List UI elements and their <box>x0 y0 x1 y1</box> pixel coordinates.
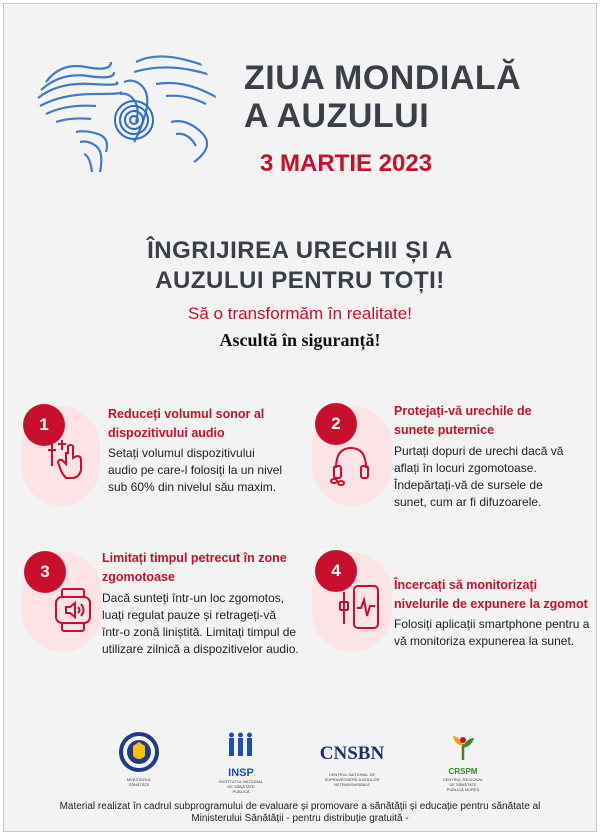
tip-4-text-line: vă monitoriza expunerea la sunet. <box>394 634 575 648</box>
tip-3-number: 3 <box>24 551 66 593</box>
headphones-icon <box>328 440 374 486</box>
tip-1-text <box>108 445 282 496</box>
tip-4-number: 4 <box>315 550 357 592</box>
logo-caption-line: INSTITUTUL NAȚIONAL <box>218 779 264 784</box>
logo-caption-line: DE SĂNĂTATE <box>227 784 255 789</box>
logo-3-caption <box>310 772 394 787</box>
tip-3-text-line: luați regulat pauze și retrageți-vă <box>102 608 277 622</box>
event-date: 3 MARTIE 2023 <box>260 150 433 177</box>
main-title <box>244 59 521 135</box>
logo-caption-line: NETRANSMISIBILE <box>333 782 370 787</box>
tip-3-title <box>102 549 287 587</box>
logo-caption-line: CENTRUL REGIONAL <box>442 777 484 782</box>
tip-3-title-line-1: Limitați timpul petrecut în zone <box>102 551 287 565</box>
crspm-plant-icon <box>448 732 478 762</box>
tip-4-text <box>394 616 589 650</box>
tip-2-title-line-2: sunete puternice <box>394 423 495 437</box>
globe-sound-waves-icon <box>16 22 236 212</box>
smartwatch-icon <box>50 587 96 633</box>
logo-caption-line: PUBLICĂ <box>232 789 250 794</box>
tip-2-text-line: sunet, cum ar fi difuzoarele. <box>394 495 542 509</box>
tip-3-text-line: Dacă sunteți într-un loc zgomotos, <box>102 591 285 605</box>
tip-2-text-line: aflați în locuri zgomotoase. <box>394 461 537 475</box>
tip-2-title-line-1: Protejați-vă urechile de <box>394 404 532 418</box>
phone-monitor-icon <box>338 584 384 630</box>
logo-insp <box>206 732 276 794</box>
crspm-wordmark: CRSPM <box>448 767 478 776</box>
tip-1-title-line-2: dispozitivului audio <box>108 426 225 440</box>
tip-3-text-line: într-o zonă liniștită. Limitați timpul de <box>102 625 297 639</box>
tip-3-text-line: utilizare zilnică a dispozitivelor audio. <box>102 642 299 656</box>
tip-2-text-line: Îndepărtați-vă de sursele de <box>394 478 543 492</box>
logo-crspm <box>428 732 498 792</box>
insp-people-icon <box>221 732 261 762</box>
logo-2-caption <box>206 779 276 794</box>
tip-4-text-line: Folosiți aplicații smartphone pentru a <box>394 617 590 631</box>
finger-slider-icon <box>46 436 92 482</box>
cnsbn-wordmark: CNSBN <box>319 743 385 764</box>
logo-caption-line: MINISTERUL <box>126 777 152 782</box>
tip-1-title-line-1: Reduceți volumul sonor al <box>108 407 265 421</box>
logo-caption-line: DE SĂNĂTATE <box>449 782 477 787</box>
tip-1-text-line: Setați volumul dispozitivului <box>108 446 255 460</box>
headline-line-1: ÎNGRIJIREA URECHII ȘI A <box>147 237 453 264</box>
tip-1-text-line: sub 60% din nivelul său maxim. <box>108 480 277 494</box>
tip-1-text-line: audio pe care-l folosiți la un nivel <box>108 463 283 477</box>
tip-4-title-line-1: Încercați să monitorizați <box>394 578 538 592</box>
headline-line-2: AUZULUI PENTRU TOȚI! <box>155 267 445 294</box>
logo-ministry-of-health <box>104 732 174 787</box>
subtitle: Să o transformăm în realitate! <box>188 304 412 323</box>
logo-4-caption <box>428 777 498 792</box>
tagline: Ascultă în siguranță! <box>219 330 381 350</box>
headline <box>4 236 596 296</box>
footer-line-1: Material realizat în cadrul subprogramului de evaluare și promovare a sănătății și educație pentru sănătate al <box>59 801 541 812</box>
footer-line-2: Ministerului Sănătății - pentru distribuție gratuită - <box>191 813 409 824</box>
title-line-1: ZIUA MONDIALĂ <box>244 59 522 97</box>
tip-3-title-line-2: zgomotoase <box>102 570 175 584</box>
title-line-2: A AUZULUI <box>244 97 430 135</box>
tip-2-text-line: Purtați dopuri de urechi dacă vă <box>394 444 564 458</box>
logo-cnsbn <box>310 732 394 787</box>
romanian-government-seal-icon <box>119 732 159 772</box>
tip-1-number: 1 <box>23 404 65 446</box>
insp-wordmark: INSP <box>228 767 254 779</box>
logo-caption-line: SUPRAVEGHERE A BOLILOR <box>324 777 380 782</box>
logo-caption-line: PUBLICĂ MUREȘ <box>446 787 480 792</box>
tip-2-text <box>394 443 563 511</box>
tip-4-title <box>394 576 588 614</box>
poster <box>3 3 597 832</box>
footer-note <box>4 801 596 825</box>
tip-2-title <box>394 402 532 440</box>
tip-1-title <box>108 405 264 443</box>
tip-4-title-line-2: nivelurile de expunere la zgomot <box>394 597 588 611</box>
logo-1-caption <box>104 777 174 787</box>
logo-caption-line: CENTRUL NAȚIONAL DE <box>328 772 376 777</box>
logo-caption-line: SĂNĂTĂȚII <box>128 782 150 787</box>
tip-3-text <box>102 590 299 658</box>
tip-2-number: 2 <box>315 403 357 445</box>
